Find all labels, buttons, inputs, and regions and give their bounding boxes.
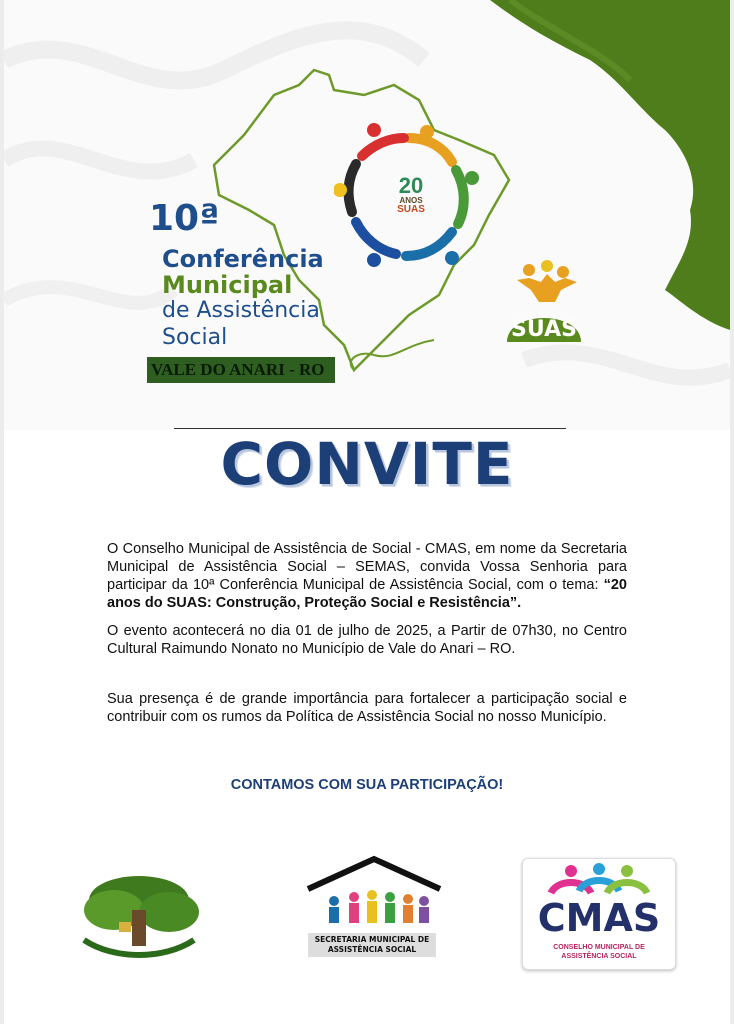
closing-line: CONTAMOS COM SUA PARTICIPAÇÃO! bbox=[230, 777, 504, 793]
emblem-suas: SUAS bbox=[397, 204, 425, 215]
title-divider bbox=[174, 428, 566, 429]
conference-title-line2: Municipal bbox=[162, 271, 293, 299]
conference-title-line1: Conferência bbox=[162, 245, 324, 273]
invite-paragraph-1-text: O Conselho Municipal de Assistência de Social - CMAS, em nome da Secretaria Municipal de Assistência Social – SEMAS, convida Vossa Senhoria para participar da 10ª Conferência Municipal de Assistência Social, com o tema: bbox=[107, 541, 627, 593]
semas-caption-line2: ASSISTÊNCIA SOCIAL bbox=[327, 945, 417, 954]
emblem-years: ANOS bbox=[399, 196, 423, 205]
suas-logo-text: SUAS bbox=[511, 317, 577, 342]
cmas-caption-line1: CONSELHO MUNICIPAL DE bbox=[553, 944, 645, 951]
cmas-people-icon bbox=[523, 859, 675, 899]
invitation-page bbox=[4, 0, 730, 1024]
cmas-caption bbox=[523, 943, 675, 961]
cmas-logo bbox=[522, 858, 676, 970]
municipal-tree-logo bbox=[74, 870, 204, 960]
edition-number: 10ª bbox=[149, 198, 220, 239]
semas-logo bbox=[304, 855, 444, 965]
cmas-title: CMAS bbox=[537, 896, 661, 940]
conference-title-line4: Social bbox=[162, 325, 228, 350]
invite-paragraph-1 bbox=[107, 540, 627, 612]
emblem-text bbox=[381, 175, 441, 215]
invite-paragraph-3: Sua presença é de grande importância para fortalecer a participação social e contribuir com os rumos da Política de Assistência Social no nosso Município. bbox=[107, 691, 627, 725]
emblem-number: 20 bbox=[398, 173, 424, 198]
invite-theme: “20 anos do SUAS: Construção, Proteção Social e Resistência”. bbox=[107, 577, 627, 611]
suas-people-icon bbox=[499, 260, 589, 352]
conference-title-line3: de Assistência bbox=[162, 298, 320, 323]
city-banner: VALE DO ANARI - RO bbox=[147, 357, 335, 383]
cmas-caption-line2: ASSISTÊNCIA SOCIAL bbox=[561, 953, 637, 960]
semas-caption bbox=[308, 933, 436, 957]
suas-logo bbox=[499, 260, 589, 352]
invite-title: CONVITE bbox=[220, 430, 514, 498]
semas-house-icon bbox=[304, 855, 444, 935]
semas-caption-line1: SECRETARIA MUNICIPAL DE bbox=[314, 935, 430, 944]
invite-paragraph-2: O evento acontecerá no dia 01 de julho de 2025, a Partir de 07h30, no Centro Cultural Raimundo Nonato no Município de Vale do Anari – RO. bbox=[107, 623, 627, 657]
